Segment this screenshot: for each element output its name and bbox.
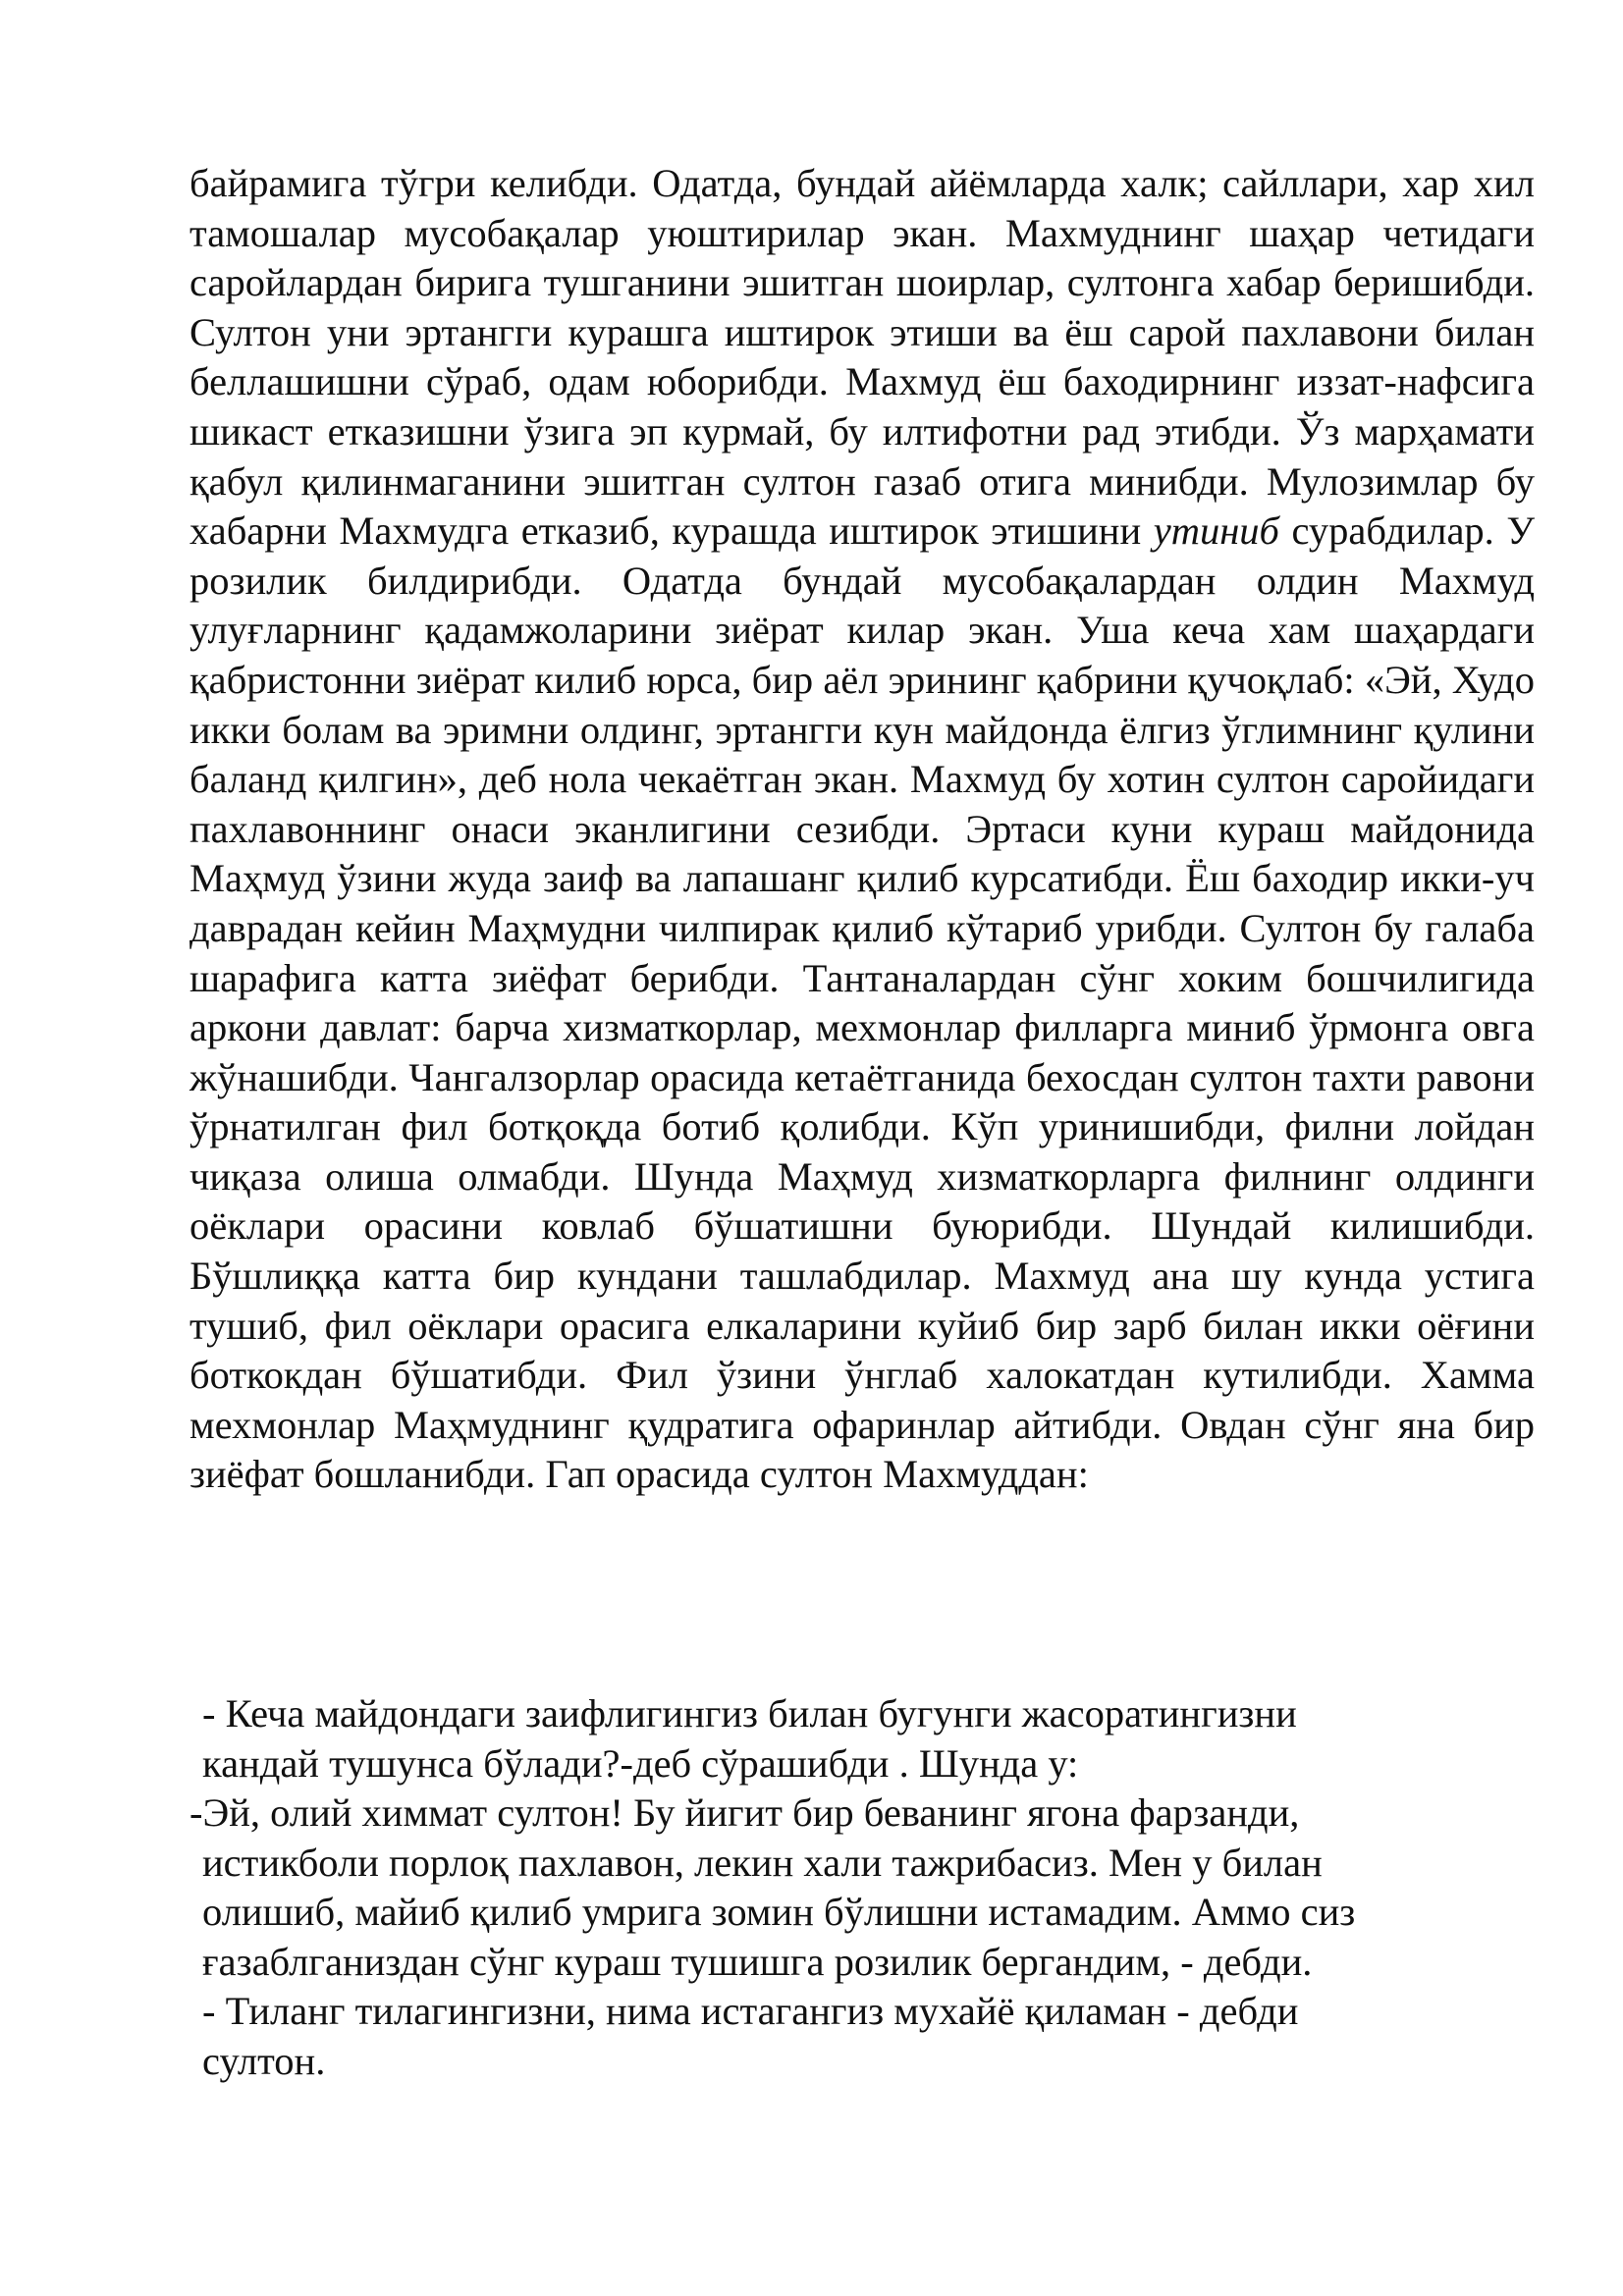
main-paragraph-part-2: сурабдилар. У розилик билдирибди. Одатда бундай мусобақалардан олдин Махмуд улуғларнинг қадамжоларини зиёрат килар экан. Уша кеча хам шаҳардаги қабристонни зиёрат килиб юрса, бир аёл эрининг қабрини қучоқлаб: «Эй, Худо икки болам ва эримни олдинг, эртангги кун майдонда ёлгиз ўглимнинг қулини баланд қилгин», деб нола чекаётган экан. Махмуд бу хотин султон саройидаги пахлавоннинг онаси эканлигини сезибди. Эртаси куни кураш майдонида Маҳмуд ўзини жуда заиф ва лапашанг қилиб курсатибди. Ёш баходир икки-уч даврадан кейин Маҳмудни чилпирак қилиб кўтариб урибди. Султон бу галаба шарафига катта зиёфат берибди. Тантаналардан сўнг хоким бошчилигида аркони давлат: барча хизматкорлар, мехмонлар филларга миниб ўрмонга овга жўнашибди. Чангалзорлар орасида кетаётганида бехосдан султон тахти равони ўрнатилган фил ботқоқда ботиб қолибди. Кўп уринишибди, филни лойдан чиқаза олиша олмабди. Шунда Маҳмуд хизматкорларга филнинг олдинги оёклари орасини ковлаб бўшатишни буюрибди. Шундай килишибди. Бўшлиққа катта бир кундани ташлабдилар. Махмуд ана шу кунда устига тушиб, фил оёклари орасига елкаларини куйиб бир зарб билан икки оёғини боткокдан бўшатибди. Фил ўзини ўнглаб халокатдан кутилибди. Хамма мехмонлар Маҳмуднинг қудратига офаринлар айтибди. Овдан сўнг яна бир зиёфат бошланибди. Гап орасида султон Махмуддан: xyxy=(189,508,1536,1497)
dialogue-sultan xyxy=(189,1987,1535,2086)
main-paragraph xyxy=(189,159,1535,1500)
dialogue-answer-line-2: истикболи порлоқ пахлавон, лекин хали тажрибасиз. Мен у билан xyxy=(202,1840,1323,1885)
dialogue-answer-line-1: -Эй, олий химмат султон! Бу йигит бир беванинг ягона фарзанди, xyxy=(189,1790,1300,1835)
dialogue-answer-line-4: ғазаблганиздан сўнг кураш тушишга розилик бергандим, - дебди. xyxy=(202,1939,1313,1984)
dialogue-answer xyxy=(189,1789,1535,1987)
italic-word: утиниб xyxy=(1153,508,1279,554)
main-paragraph-part-1: байрамига тўгри келибди. Одатда, бундай айёмларда халк; сайллари, хар хил тамошалар мусобақалар уюштирилар экан. Махмуднинг шаҳар четидаги саройлардан бирига тушганини эшитган шоирлар, султонга хабар беришибди. Султон уни эртангги курашга иштирок этиши ва ёш сарой пахлавони билан беллашишни сўраб, одам юборибди. Махмуд ёш баходирнинг иззат-нафсига шикаст етказишни ўзига эп курмай, бу илтифотни рад этибди. Ўз марҳамати қабул қилинмаганини эшитган султон газаб отига минибди. Мулозимлар бу хабарни Махмудга етказиб, курашда иштирок этишини xyxy=(189,161,1535,554)
dialogue-sultan-line-2: султон. xyxy=(202,2038,326,2083)
dialogue-question-line-2: кандай тушунса бўлади?-деб сўрашибди . Шунда у: xyxy=(202,1740,1079,1786)
dialogue-sultan-line-1: - Тиланг тилагингизни, нима истагангиз мухайё қиламан - дебди xyxy=(202,1989,1299,2033)
dialogue-question xyxy=(189,1689,1535,1789)
dialogue-question-line-1: - Кеча майдондаги заифлигингиз билан бугунги жасоратингизни xyxy=(202,1691,1297,1735)
dialogue-answer-line-3: олишиб, майиб қилиб умрига зомин бўлишни истамадим. Аммо сиз xyxy=(202,1890,1356,1935)
